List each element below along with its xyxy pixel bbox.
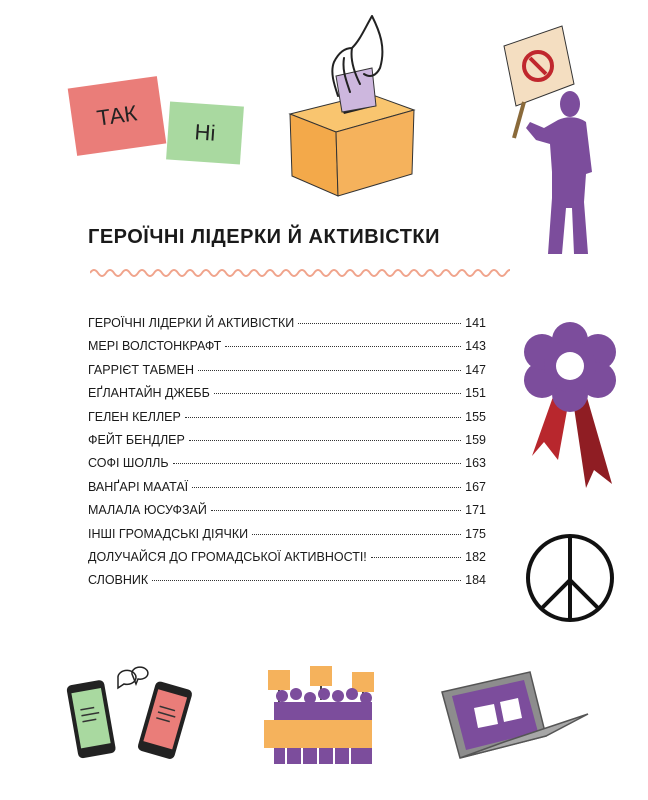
toc-leader [152,580,461,581]
toc-title: СОФІ ШОЛЛЬ [88,456,169,471]
toc-page: 147 [465,362,486,377]
toc-leader [198,370,461,371]
toc-leader [173,463,462,464]
yes-label: ТАК [95,100,139,131]
section-title: ГЕРОЇЧНІ ЛІДЕРКИ Й АКТИВІСТКИ [88,226,441,248]
toc-page: 159 [465,432,486,447]
toc-title: ЕҐЛАНТАЙН ДЖЕББ [88,386,210,401]
toc-page: 171 [465,503,486,518]
toc-row[interactable] [88,363,486,386]
toc-row[interactable] [88,410,486,433]
toc-leader [225,346,461,347]
laptop-icon [438,662,590,772]
toc-title: МАЛАЛА ЮСУФЗАЙ [88,503,207,518]
toc-title: ГЕРОЇЧНІ ЛІДЕРКИ Й АКТИВІСТКИ [88,316,295,330]
toc-row[interactable] [88,456,486,479]
award-rosette-icon [520,318,620,490]
toc-page: 141 [465,316,486,330]
toc-row[interactable] [88,550,486,573]
toc-page: 184 [465,573,486,588]
toc-title: ГАРРІЄТ ТАБМЕН [88,362,195,377]
toc-title: МЕРІ ВОЛСТОНКРАФТ [88,339,222,354]
toc-page: 163 [465,456,486,471]
toc-title: ВАНҐАРІ МААТАЇ [88,479,189,494]
toc-row[interactable] [88,527,486,550]
toc-leader [214,393,461,394]
hand-ballot-box-icon [280,14,420,198]
toc-leader [211,510,461,511]
toc-title: ІНШІ ГРОМАДСЬКІ ДІЯЧКИ [88,526,249,541]
toc-row[interactable] [88,386,486,409]
toc-leader [189,440,461,441]
toc-leader [192,487,461,488]
toc-page: 155 [465,409,486,424]
toc-leader [371,557,461,558]
wavy-divider [90,266,510,280]
toc-leader [298,323,461,324]
table-of-contents [88,316,486,597]
toc-row[interactable] [88,433,486,456]
no-label: Ні [193,119,217,146]
toc-title: ФЕЙТ БЕНДЛЕР [88,432,185,447]
toc-title: ДОЛУЧАЙСЯ ДО ГРОМАДСЬКОЇ АКТИВНОСТІ! [88,549,367,564]
toc-page: 182 [465,549,486,564]
protester-with-sign-icon [500,22,610,258]
toc-row[interactable] [88,573,486,596]
toc-row[interactable] [88,503,486,526]
toc-leader [185,417,461,418]
toc-row[interactable] [88,480,486,503]
toc-page: 175 [465,526,486,541]
toc-page: 143 [465,339,486,354]
toc-title: ГЕЛЕН КЕЛЛЕР [88,409,181,424]
no-sign [166,101,244,164]
toc-leader [252,534,461,535]
peace-symbol-icon [522,530,618,626]
toc-row[interactable] [88,339,486,362]
toc-page: 167 [465,479,486,494]
toc-title: СЛОВНИК [88,573,149,588]
crowd-with-banner-icon [262,664,382,772]
toc-page: 151 [465,386,486,401]
phones-messaging-icon [66,660,196,768]
yes-sign [68,76,167,156]
toc-row[interactable] [88,316,486,339]
